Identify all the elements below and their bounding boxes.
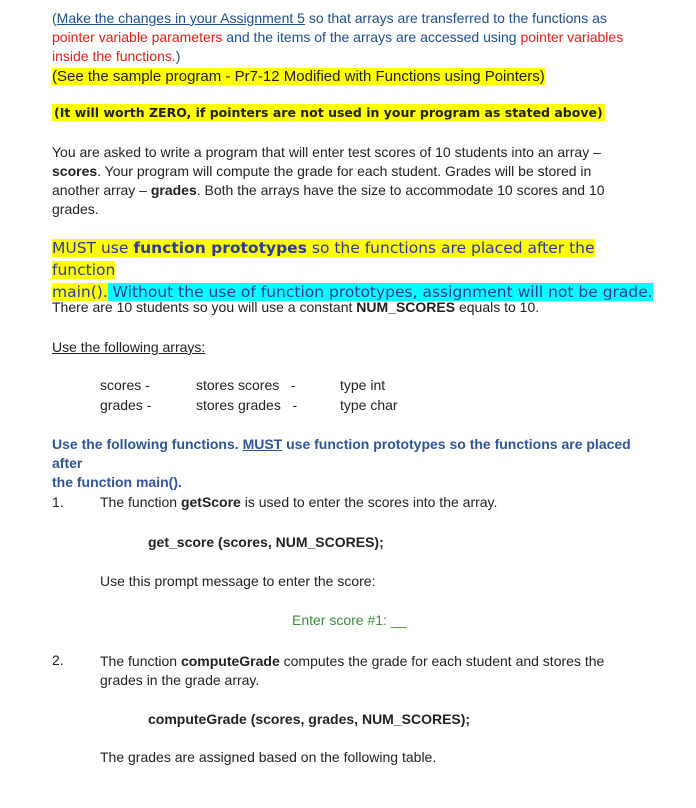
intro-text: and the items of the arrays are accessed using [222,29,521,45]
paren-open: ( [52,10,57,26]
num-scores-term: NUM_SCORES [356,299,456,315]
inside-functions-text: inside the functions. [52,48,176,64]
must-highlight [52,239,595,279]
item-1-text [100,494,660,510]
prompt-intro: Use this prompt message to enter the score: [100,573,376,589]
array-desc: stores scores - [196,377,296,393]
array-type: type int [340,377,386,393]
must-block [52,237,662,303]
intro-line-3 [52,47,662,66]
function-prototypes-term: function prototypes [133,239,307,257]
item-2-line-2: grades in the grade array. [100,672,260,688]
task-text: . Both the arrays have the size to accommodate 10 scores and 10 [196,182,605,198]
array-desc: stores grades - [196,397,298,413]
must-line-1 [52,237,662,281]
intro-line-2 [52,28,662,47]
zero-warning: (It will worth ZERO, if pointers are not used in your program as stated above) [54,105,603,120]
array-name: scores - [100,377,150,393]
item-text: computes the grade for each student and stores the [279,653,605,669]
must-text: so the functions are placed after the function [52,239,595,279]
array-type: type char [340,397,398,413]
item-text: The function [100,494,181,510]
grades-term: grades [150,182,197,198]
scores-term: scores [52,163,98,179]
functions-heading-line-1 [52,435,662,473]
intro-block [52,9,662,86]
task-paragraph [52,143,662,219]
task-text: another array – [52,182,151,198]
students-text-a: There are 10 students so you will use a constant [52,299,357,315]
intro-line-1 [52,9,662,28]
item-2-text [100,652,660,690]
item-text: The function [100,653,181,669]
array-name: grades - [100,397,152,413]
arrays-heading: Use the following arrays: [52,339,206,355]
functions-heading-line-2: the function main(). [52,474,182,490]
arrays-section [52,338,662,357]
task-line-3 [52,181,662,200]
must-text: MUST use [52,239,134,257]
assignment-link[interactable]: Make the changes in your Assignment 5 [56,10,305,26]
students-text [52,298,662,317]
without-prototypes-text: Without the use of function prototypes, assignment will not be grade. [107,283,653,301]
main-text: main(). [52,283,108,301]
heading-text: use function prototypes so the functions are placed after [52,436,631,471]
get-score-call: get_score (scores, NUM_SCORES); [148,534,384,550]
sample-line [52,67,662,86]
getscore-term: getScore [180,494,241,510]
item-number: 2. [52,652,64,668]
item-text: is used to enter the scores into the array. [240,494,498,510]
table-intro: The grades are assigned based on the following table. [100,749,437,765]
heading-text: Use the following functions. [52,436,243,452]
task-text: . Your program will compute the grade for each student. Grades will be stored in [97,163,592,179]
array-row-grades [100,397,151,413]
array-desc-scores [196,377,296,393]
students-line [52,298,662,317]
sample-program-note: (See the sample program - Pr7-12 Modified with Functions using Pointers) [52,68,545,85]
pointer-vars-text: pointer variables [520,29,624,45]
functions-heading [52,435,662,492]
computegrade-term: computeGrade [180,653,280,669]
task-line-2 [52,162,662,181]
task-line-1: You are asked to write a program that will enter test scores of 10 students into an array – [52,144,601,160]
intro-text: so that arrays are transferred to the functions as [304,10,607,26]
pointer-params-text: pointer variable parameters [52,29,223,45]
warning-block [52,104,662,121]
paren-close: ) [175,48,181,64]
item-number: 1. [52,494,64,510]
array-row-scores [100,377,150,393]
array-desc-grades [196,397,297,413]
students-text-b: equals to 10. [455,299,540,315]
prompt-message: Enter score #1: __ [292,612,407,628]
task-line-4: grades. [52,201,99,217]
array-type-scores [340,377,385,393]
item-2-line-1 [100,652,660,671]
must-underlined: MUST [242,436,283,452]
compute-grade-call: computeGrade (scores, grades, NUM_SCORES); [148,711,471,727]
array-type-grades [340,397,398,413]
